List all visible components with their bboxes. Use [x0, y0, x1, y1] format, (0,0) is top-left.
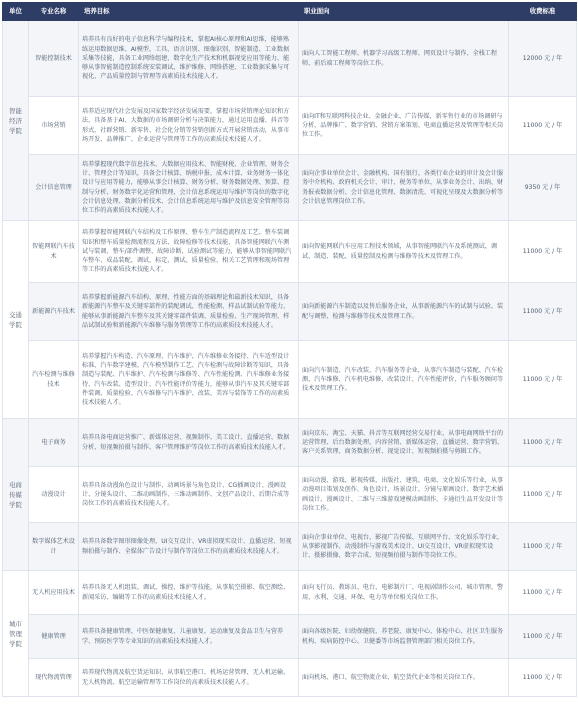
table-row [3, 341, 577, 419]
table-row [3, 571, 577, 615]
direction-text: 面向京东、淘宝、天猫、抖音等互联网经营交易行业，从事电商网络平台的运营管理、后台数据处理、内容营销、新媒体运营、直播运营、数字营销、客户关系管理、商务数据分析、视觉设计、短视频拍摄与剪辑工作。 [299, 419, 509, 467]
direction-text: 面向各级医院、妇幼保健院、养老院、康复中心、体检中心、社区卫生服务机构、疾病防控中心、卫健委等市场监督管理部门相关岗位工作。 [299, 615, 509, 659]
major-name: 动漫设计 [29, 467, 79, 523]
major-name: 汽车检测与维修技术 [29, 341, 79, 419]
table-row [3, 221, 577, 283]
direction-text: 面向企事业单位、电视台、影视广告传媒、互联网平台、文化娱乐等行业，从事影视制作、动漫制作与游戏美术设计、UI交互设计、VR虚拟现实设计、摄影摄像、数字合成、短视频拍摄与制作等岗位工作。 [299, 523, 509, 571]
direction-text: 面向动漫、游戏、影视传媒、出版社、建筑、电商、文化娱乐等行业，从事动漫项目策划及创作、角色设计、场景设计、分镜与原画设计、数字艺术插画设计、漫画设计、二维与三维游戏建模动画制作、卡通衍生品开发设计等岗位工作。 [299, 467, 509, 523]
header-fee: 收费标准 [509, 3, 577, 21]
major-name: 数字媒体艺术设计 [29, 523, 79, 571]
major-name: 电子商务 [29, 419, 79, 467]
unit-cell: 交通学院 [3, 221, 29, 419]
direction-text: 面向新能源汽车制造以及售后服务企业，从事新能源汽车的试制与试验、装配与调整、检测与维修等技术及管理工作。 [299, 283, 509, 341]
fee-value: 11000 元 / 年 [509, 419, 577, 467]
fee-value: 11000 元 / 年 [509, 467, 577, 523]
fee-value: 11000 元 / 年 [509, 341, 577, 419]
table-row [3, 523, 577, 571]
objective-text: 培养具有良好的电子信息科学与编程技术，掌握AI核心原理和AI思维，能够熟练运用数据思维、AI模型、工具、语言识别、图像识别、智能制造、工业数据采集等技能，具备工业网络组建、数字化生产技术和机器视觉应用等能力，能够从事智能制造控制系统安装调试、维护维修、网络搭建、工业数据采集与可视化、产品质量控制与管理等高素质技术技能人才。 [79, 21, 299, 97]
major-name: 无人机应用技术 [29, 571, 79, 615]
table-row [3, 419, 577, 467]
major-name: 智能网联汽车技术 [29, 221, 79, 283]
header-unit: 单位 [3, 3, 29, 21]
objective-text: 培养掌握智能网联汽车结构及工作原理、整车生产制造流程及工艺、整车装调知识和整车质量检测流程及方法、故障检修等技术技能，具备智能网联汽车测试与装调、整车/部件调整、故障诊断、试验测试等能力，能够从事智能网联汽车整车、成品装配、调试、标定、测试、质量检验、相关工艺管理和现场管理等工作的高素质技术技能人才。 [79, 221, 299, 283]
objective-text: 培养具备健康管理、中医保健康复、儿童康复、运动康复及食品卫生与营养学、预防医学等专业知识的高素质技术技能人才。 [79, 615, 299, 659]
objective-text: 培养掌握汽车构造、汽车原理、汽车维护、汽车维修业务接待、汽车适型设计标准、汽车数字建模、汽车模型制作工艺、汽车检测与故障诊断等知识，具备制造与装配、汽车维护、汽车检测与维修等、汽车性能检测、汽车维修业务接待、汽车改装、造型设计、汽车性能评价等能力，能够从事汽车及其关键零部件装调、质量检验、汽车维修与汽车维护、改装、美容与装饰等工作的高素质技术技能人才。 [79, 341, 299, 419]
major-name: 市场营销 [29, 97, 79, 155]
major-name: 会计信息管理 [29, 155, 79, 221]
fee-value: 11000 元 / 年 [509, 659, 577, 697]
objective-text: 培养具备数字图形图像处理、UI交互设计、VR虚拟现实设计、直播运营、短视频拍摄与制作、全媒体广告设计与制作等岗位工作的高素质技术技能人才。 [79, 523, 299, 571]
objective-text: 培养现代物流及航空货运知识，从事航空港口、机场运营管理、无人机运输、无人机物流、航空运输管理等工作岗位的高素质技术技能人才。 [79, 659, 299, 697]
fee-value: 11000 元 / 年 [509, 283, 577, 341]
fee-value: 12000 元 / 年 [509, 21, 577, 97]
fee-value: 11000 元 / 年 [509, 571, 577, 615]
fee-value: 11000 元 / 年 [509, 523, 577, 571]
direction-text: 面向智能网联汽车应用工程技术领域，从事智能网联汽车及系统测试、调试、制造、装配、质量控制及检测与维修等技术及管理工作。 [299, 221, 509, 283]
table-row [3, 659, 577, 697]
direction-text: 面向企事业单位会计、金融机构、国有银行、各类行业企业的审计及会计服务中介机构、政府机关会计、审计、税务等单位，从事业务会计、出纳、财务报表数据分析、会计信息化管理、数据清洗、可视化呈现及大数据分析等会计信息管理岗位工作。 [299, 155, 509, 221]
direction-text: 面向飞行员、教练员、电台、电影制片厂、电视剧制作公司、城市管理、警用、水利、交通、环保、电力等单位相关岗位工作。 [299, 571, 509, 615]
table-row [3, 97, 577, 155]
table-row [3, 21, 577, 97]
table-row [3, 155, 577, 221]
fee-value: 9350 元 / 年 [509, 155, 577, 221]
objective-text: 培养具备电商运营推广、新媒体运营、视频制作、美工设计、直播运营、数据分析、短视频拍摄与制作、客户管理维护等岗位工作的高素质技术技能人才。 [79, 419, 299, 467]
objective-text: 培养具备无人机组装、调试、操控、维护等技能，从事航空摄影、航空测绘、新闻采访、编辑等工作的高素质技术技能人才。 [79, 571, 299, 615]
major-name: 健康管理 [29, 615, 79, 659]
major-name: 新能源汽车技术 [29, 283, 79, 341]
unit-cell: 智能经济学院 [3, 21, 29, 221]
fee-value: 11000 元 / 年 [509, 97, 577, 155]
table-row [3, 615, 577, 659]
major-name: 智能控制技术 [29, 21, 79, 97]
objective-text: 培养掌握现代数字信息技术、大数据应用技术、智能财税、企业管理、财务会计、管理会计等知识，具备会计核算、纳税申报、成本计算、业务财务一体化设计与应用等能力，能够从事会计核算、财务分析、财务数据处理、预算、控制与分析、财务数字化运营和管理、会计信息系统运用与维护等岗位的数字化会计信息处理、数据分析技术、会计信息系统运用与维护及信息安全管理等岗位工作的高素质技术技能人才。 [79, 155, 299, 221]
header-objective: 培养目标 [79, 3, 299, 21]
header-major: 专业名称 [29, 3, 79, 21]
fee-value: 11000 元 / 年 [509, 615, 577, 659]
fee-value: 11000 元 / 年 [509, 221, 577, 283]
unit-cell: 城市管理学院 [3, 571, 29, 697]
direction-text: 面向汽车制造、汽车改装、汽车服务等企业，从事汽车制造与装配、汽车检测、汽车维修、汽车机电维修、改装设计、汽车性能评价、汽车服务顾问等技术及管理工作。 [299, 341, 509, 419]
header-direction: 职业面向 [299, 3, 509, 21]
table-row [3, 283, 577, 341]
table-row [3, 467, 577, 523]
major-name: 现代物流管理 [29, 659, 79, 697]
direction-text: 面向机场、港口、航空物流企业、航空货代企业等相关岗位工作。 [299, 659, 509, 697]
direction-text: 面向IT和互联网科技企业、金融企业、广告传媒、新零售行业的市场调研与分析、品牌推广、数字营销、营销方案策划、电商直播运营及管理等相关岗位工作。 [299, 97, 509, 155]
objective-text: 培养具备动漫角色设计与制作、动画场景与角色设计、CG插画设计、漫画设计、分镜头设计、二维动画制作、三维动画制作、文创产品设计、后期合成等岗位工作的高素质技术技能人才。 [79, 467, 299, 523]
table-header-row [3, 3, 577, 21]
objective-text: 培养适应现代社会发展及国家数字经济发展需要，掌握市场营销理论知识和方法，具备基于AI、大数据的市场调研分析与决策能力，通过运用直播、抖音等形式、社群营销、新零售、社会化分销等营销创新方式开展营销活动，从事市场开发、品牌推广、企业运营与管理等工作的高素质技术技能人才。 [79, 97, 299, 155]
unit-cell: 电商传媒学院 [3, 419, 29, 571]
direction-text: 面向人工智能工程师、机器学习高级工程师、网页设计与制作、全栈工程师、前后端工程师等岗位工作。 [299, 21, 509, 97]
fee-table [2, 2, 577, 697]
objective-text: 培养掌握新能源汽车结构、原理、性能方面的基础理论和最新技术知识，具备新能源汽车整车及关键零部件的装配调试、性能检测、样品试制试验等能力，能够从事新能源汽车整车及其关键零部件装调、质量检验、生产现场管理、样品试制试验和新能源汽车维修与服务管理等工作的高素质技术技能人才。 [79, 283, 299, 341]
